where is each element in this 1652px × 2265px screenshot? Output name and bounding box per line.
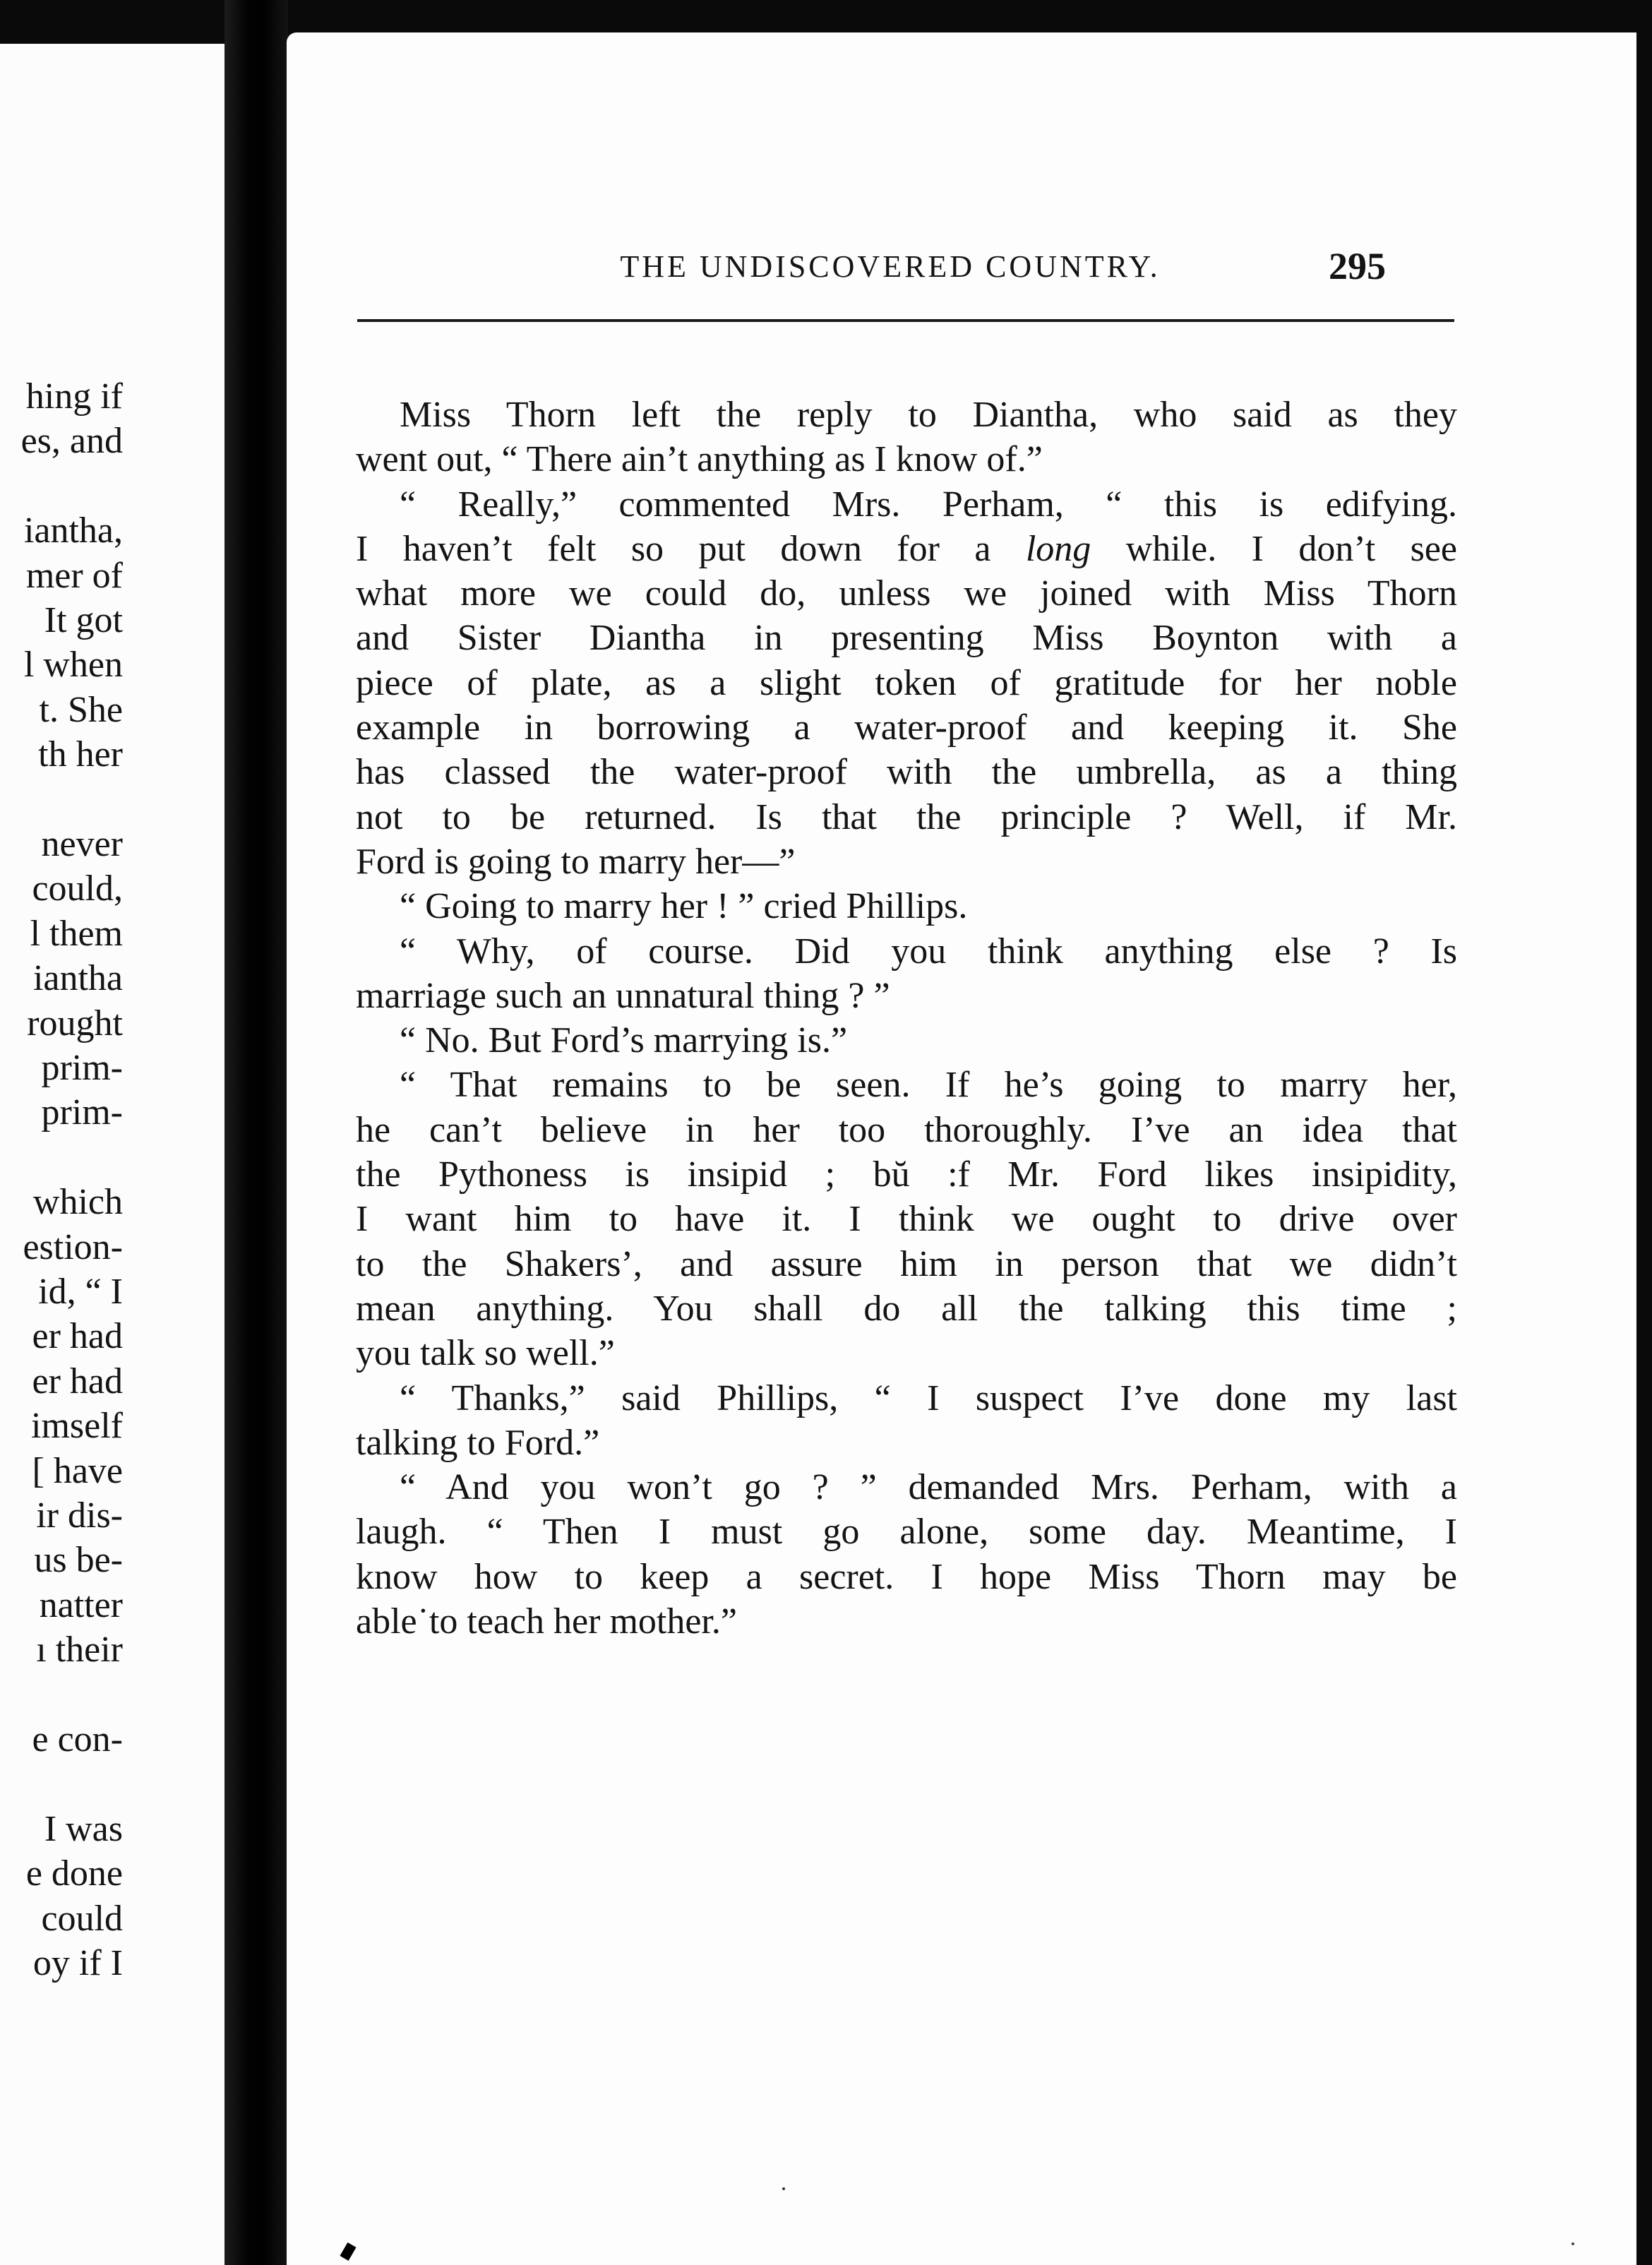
page-number: 295 <box>1329 245 1386 287</box>
text-line: talking to Ford.” <box>356 1422 600 1463</box>
left-page-line: id, “ I <box>38 1272 123 1312</box>
text-line: the Pythoness is insipid ; bŭ :f Mr. Ford likes insipidity, <box>356 1154 1457 1195</box>
text-line: “ And you won’t go ? ” demanded Mrs. Perham, with a <box>400 1467 1457 1508</box>
left-page-line: iantha, <box>23 510 123 551</box>
running-head <box>287 244 1636 301</box>
text-line: mean anything. You shall do all the talking this time ; <box>356 1288 1457 1329</box>
left-page-line: mer of <box>25 555 123 596</box>
left-page-line: prim- <box>41 1048 123 1088</box>
text-line: laugh. “ Then I must go alone, some day. Meantime, I <box>356 1512 1457 1553</box>
left-page-line: estion- <box>23 1226 123 1267</box>
left-page-line: never <box>41 824 123 864</box>
italic-word: long <box>1025 528 1091 569</box>
left-page-line: e con- <box>32 1719 123 1759</box>
text-line: marriage such an unnatural thing ? ” <box>356 975 890 1016</box>
scan-speck <box>782 2187 785 2190</box>
text-segment: I haven’t felt so put down for a <box>356 528 1026 569</box>
left-page-line: imself <box>31 1406 123 1447</box>
scan-speck <box>1572 2242 1574 2245</box>
text-line: not to be returned. Is that the principle ? Well, if Mr. <box>356 796 1457 837</box>
text-line: “ No. But Ford’s marrying is.” <box>400 1020 848 1061</box>
left-page-line: prim- <box>41 1092 123 1133</box>
left-page-line: could <box>41 1898 123 1939</box>
left-page-line: could, <box>32 868 123 909</box>
left-page-line: e done <box>25 1853 123 1894</box>
text-line: to the Shakers’, and assure him in person that we didn’t <box>356 1243 1457 1284</box>
left-page-line: which <box>32 1182 123 1223</box>
left-page-line: us be- <box>34 1540 123 1581</box>
text-line <box>356 527 1457 571</box>
book-gutter <box>225 0 288 2265</box>
left-page-line: hing if <box>25 376 123 417</box>
text-line: I want him to have it. I think we ought to drive over <box>356 1199 1457 1240</box>
left-page-line: rought <box>27 1003 123 1044</box>
text-line: “ Thanks,” said Phillips, “ I suspect I’ve done my last <box>400 1377 1457 1418</box>
left-page-line: l when <box>23 645 123 686</box>
header-rule <box>357 319 1454 322</box>
text-line: Ford is going to marry her—” <box>356 841 796 882</box>
text-line: example in borrowing a water-proof and keeping it. She <box>356 707 1457 748</box>
left-page-line: I was <box>44 1808 123 1849</box>
text-line: able˙to teach her mother.” <box>356 1601 737 1642</box>
text-line: he can’t believe in her too thoroughly. I’ve an idea that <box>356 1109 1457 1150</box>
text-line: “ Going to marry her ! ” cried Phillips. <box>400 886 968 927</box>
text-line: what more we could do, unless we joined with Miss Thorn <box>356 573 1457 614</box>
left-page-line: iantha <box>32 958 123 999</box>
text-line: Miss Thorn left the reply to Diantha, who said as they <box>400 395 1457 435</box>
left-page-line: ı their <box>36 1630 123 1671</box>
text-line: piece of plate, as a slight token of gratitude for her noble <box>356 662 1457 703</box>
left-page-fragment <box>0 44 225 2265</box>
text-line: “ Why, of course. Did you think anything else ? Is <box>400 931 1457 972</box>
text-line: know how to keep a secret. I hope Miss Thorn may be <box>356 1556 1457 1597</box>
left-page-line: natter <box>39 1584 123 1625</box>
left-page-line: [ have <box>32 1450 123 1491</box>
left-page-line: th her <box>38 734 123 775</box>
text-segment: while. I don’t see <box>1091 528 1457 569</box>
left-page-line: t. She <box>39 689 123 730</box>
text-line: and Sister Diantha in presenting Miss Boynton with a <box>356 618 1457 659</box>
right-page <box>287 32 1636 2265</box>
text-line: you talk so well.” <box>356 1333 615 1374</box>
body-text <box>356 393 1457 1644</box>
text-line: “ Really,” commented Mrs. Perham, “ this is edifying. <box>400 484 1457 525</box>
left-page-line: er had <box>32 1316 123 1357</box>
left-page-line: es, and <box>20 421 123 462</box>
left-page-line: l them <box>30 913 123 954</box>
left-page-line: er had <box>32 1361 123 1402</box>
left-page-line: ir dis- <box>36 1495 123 1536</box>
left-page-line: oy if I <box>32 1943 123 1983</box>
running-title: THE UNDISCOVERED COUNTRY. <box>620 249 1161 284</box>
text-line: “ That remains to be seen. If he’s going to marry her, <box>400 1065 1457 1106</box>
text-line: has classed the water-proof with the umbrella, as a thing <box>356 752 1457 793</box>
text-line: went out, “ There ain’t anything as I know of.” <box>356 439 1043 480</box>
left-page-line: It got <box>44 600 123 640</box>
